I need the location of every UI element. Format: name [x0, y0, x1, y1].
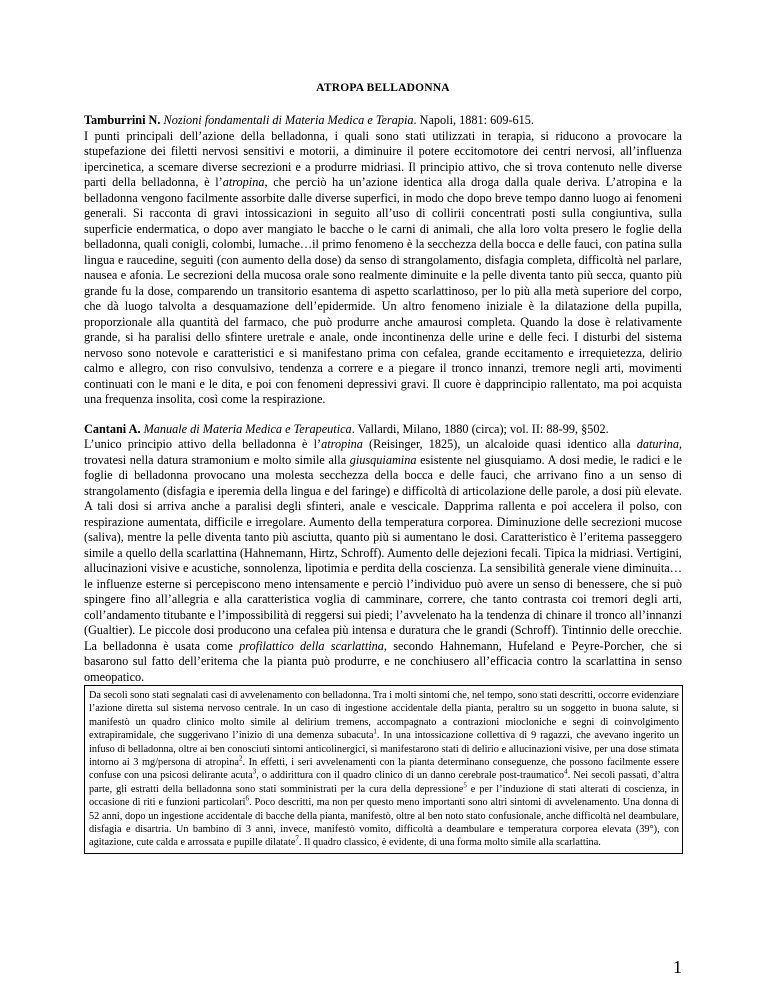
entry-publication: . Vallardi, Milano, 1880 (circa); vol. II: 88-99, §502. — [351, 421, 609, 436]
entry-italic-term: profilattico della scarlattina — [239, 638, 384, 653]
box-text: , o addirittura con il quadro clinico di un danno cerebrale post-traumatico — [256, 770, 565, 782]
box-text: . In una intossicazione collettiva di 9 ragazzi, che avevano ingerito un infuso di belladonna, oltre ai ben conosciuti sintomi anticolinergici, si manifestarono stati di delirio e allucinazioni visive, per una dose stimata intorno ai 3 mg/persona di atropina — [89, 730, 679, 769]
entry-body — [84, 129, 682, 408]
box-text: . Il quadro classico, è evidente, di una forma molto simile alla scarlattina. — [298, 837, 601, 849]
entry-text: esistente nel giusquiamo. A dosi medie, le radici e le foglie di belladonna provocano una molesta secchezza della bocca e delle fauci, che arrivano fino a un senso di strangolamento (disfagia e iperemia della lingua e del faringe) e difficoltà di articolazione delle parole, a dosi più elevate. A tali dosi si arriva anche a paralisi degli sfinteri, anale e vescicale. Dapprima rallenta e poi accelera il polso, con respirazione aumentata, difficile e irregolare. Aumento della temperatura corporea. Diminuzione delle secrezioni mucose (saliva), mentre la pelle diventa tanto più asciutta, quanto più si aumentano le dosi. Caratteristico è l’eritema passeggero simile a quello della scarlattina (Hahnemann, Hirtz, Schroff). Aumento delle dejezioni fecali. Tipica la midriasi. Vertigini, allucinazioni visive e acustiche, sonnolenza, lipotimia e perdita della coscienza. La sensibilità generale viene diminuita…le influenze esterne si percepiscono meno intensamente e perciò l’individuo può avere un senso di benessere, che si può spingere fino all’allegria e alla caratteristica voglia di camminare, correre, che tanto contrasta coi tremori degli arti, coll’andamento titubante e l’impossibilità di reggersi sui piedi; l’avvelenato ha la tendenza di chinare il tronco all’innanzi (Gualtier). Le piccole dosi producono una cefalea più intensa e duratura che le grandi (Schroff). Tintinnio delle orecchie. La belladonna è usata come — [84, 452, 682, 653]
footnote-ref: 6 — [245, 794, 250, 803]
entry-work-title: Nozioni fondamentali di Materia Medica e Terapia — [163, 113, 414, 127]
entry-text: , che perciò ha un’azione identica alla droga dalla quale deriva. L’atropina e la belladonna vengono facilmente assorbite dalle diverse superfici, in modo che dopo breve tempo danno luogo ai fenomeni generali. Si racconta di gravi intossicazioni in seguito all’uso di collirii concentrati posti sulla congiuntiva, sulla superficie endermatica, o dopo aver mangiato le bacche o le carni di animali, che alla loro volta presero le foglie della belladonna, quali conigli, colombi, lumache…il primo fenomeno è la secchezza della bocca e delle fauci, con patina sulla lingua e raucedine, seguiti (con aumento della dose) da senso di strangolamento, disfagia completa, difficoltà nel parlare, nausea e afonia. Le secrezioni della mucosa orale sono realmente diminuite e la pelle diventa tanto più secca, quanto più grande fu la dose, comparendo un transitorio esantema di aspetto scarlattinoso, per lo più alla metà superiore del corpo, che dà luogo talvolta a desquamazione dell’epidermide. Un altro fenomeno iniziale è la dilatazione della pupilla, proporzionale alla quantità del farmaco, che può produrre anche amaurosi completa. Quando la dose è relativamente grande, si ha paralisi dello sfintere uretrale e anale, onde incontinenza delle urine e delle feci. I disturbi del sistema nervoso sono notevole e caratteristici e si manifestano prima con cefalea, grande eccitamento e irrequietezza, delirio calmo e allegro, con riso convulsivo, tendenza a correre e a piegare il tronco innanzi, tremore negli arti, movimenti continuati con le mani e le dita, e poi con fenomeni depressivi gravi. Il cuore è dapprincipio rallentato, ma poi acquista una frequenza insolita, così come la respirazione. — [84, 175, 682, 406]
commentary-box — [84, 685, 683, 854]
entry-text: L’unico principio attivo della belladonna è l’ — [84, 437, 322, 451]
entry-italic-term: giusquiamina — [349, 452, 417, 467]
entry-text: (Reisinger, 1825), un alcaloide quasi identico alla — [362, 437, 637, 451]
entry-tamburrini — [84, 113, 682, 408]
entry-work-title: Manuale di Materia Medica e Terapeutica — [143, 421, 352, 436]
entry-author: Tamburrini N. — [84, 113, 161, 127]
entry-text: , trovatesi nella datura stramonium e molto simile alla — [84, 437, 683, 467]
box-text: Da secoli sono stati segnalati casi di avvelenamento con belladonna. Tra i molti sintomi che, nel tempo, sono stati descritti, occorre evidenziare l’azione diretta sul sistema nervoso centrale. In un caso di ingestione accidentale della pianta, peraltro su un soggetto in buona salute, si manifestò un quadro clinico molto simile al delirium tremens, accompagnato a contrazioni miocloniche e segni di coinvolgimento extrapiramidale, che suggerivano l’inizio di una demenza subacuta — [89, 690, 679, 742]
footnote-ref: 2 — [238, 754, 243, 763]
box-text: . Nei secoli passati, d’altra parte, gli estratti della belladonna sono stati somministrati per la cura della depressione — [89, 770, 679, 795]
footnote-ref: 1 — [373, 727, 377, 736]
entry-author: Cantani A. — [84, 421, 141, 436]
entry-publication: . Napoli, 1881: 609-615. — [413, 113, 534, 127]
entry-body — [84, 437, 682, 685]
entry-italic-term: daturina — [636, 437, 679, 451]
footnote-ref: 4 — [564, 768, 568, 777]
footnote-ref: 7 — [295, 835, 299, 844]
entry-cantani — [84, 422, 682, 686]
box-text: . In effetti, i seri avvelenamenti con la pianta determinano conseguenze, che possono facilmente essere confuse con una psicosi delirante acuta — [89, 757, 680, 782]
entry-text: I punti principali dell’azione della belladonna, i quali sono stati utilizzati in terapia, si riducono a provocare la stupefazione dei filetti nervosi sensitivi e motorii, a diminuire il potere eccitomotore dei centri nervosi, all’influenza ipercinetica, a scemare diverse secrezioni e a produrre midriasi. Il principio attivo, che si trova contenuto nelle diverse parti della belladonna, è l’ — [84, 128, 682, 189]
page-number: 1 — [673, 957, 682, 977]
entry-reference — [84, 422, 682, 438]
box-text: . Poco descritti, ma non per questo meno importanti sono altri sintomi di avvelenamento. Una donna di 52 anni, dopo un ingestione accidentale di bacche della pianta, manifestò, oltre al ben noto stato confusionale, anche difficoltà nel deambulare, disfagia e disartria. Un bambino di 3 anni, invece, manifestò vomito, difficoltà a deambulare e temperatura corporea elevata (39°), con agitazione, cute calda e arrossata e pupille dilatate — [89, 797, 680, 849]
entry-italic-term: atropina — [321, 437, 363, 451]
entry-reference — [84, 113, 682, 129]
footnote-ref: 3 — [252, 768, 257, 777]
entry-text: , secondo Hahnemann, Hufeland e Peyre-Porcher, che si basarono sul fatto dell’eritema che la pianta può produrre, e ne conchiusero all’efficacia contro la scarlattina in senso omeopatico. — [84, 638, 682, 684]
box-text: e per l’induzione di stati alterati di coscienza, in occasione di riti e funzioni particolari — [89, 783, 679, 809]
document-title: ATROPA BELLADONNA — [316, 82, 450, 94]
entry-italic-term: atropina — [222, 175, 265, 189]
footnote-ref: 5 — [463, 781, 467, 790]
document-page — [84, 82, 682, 699]
